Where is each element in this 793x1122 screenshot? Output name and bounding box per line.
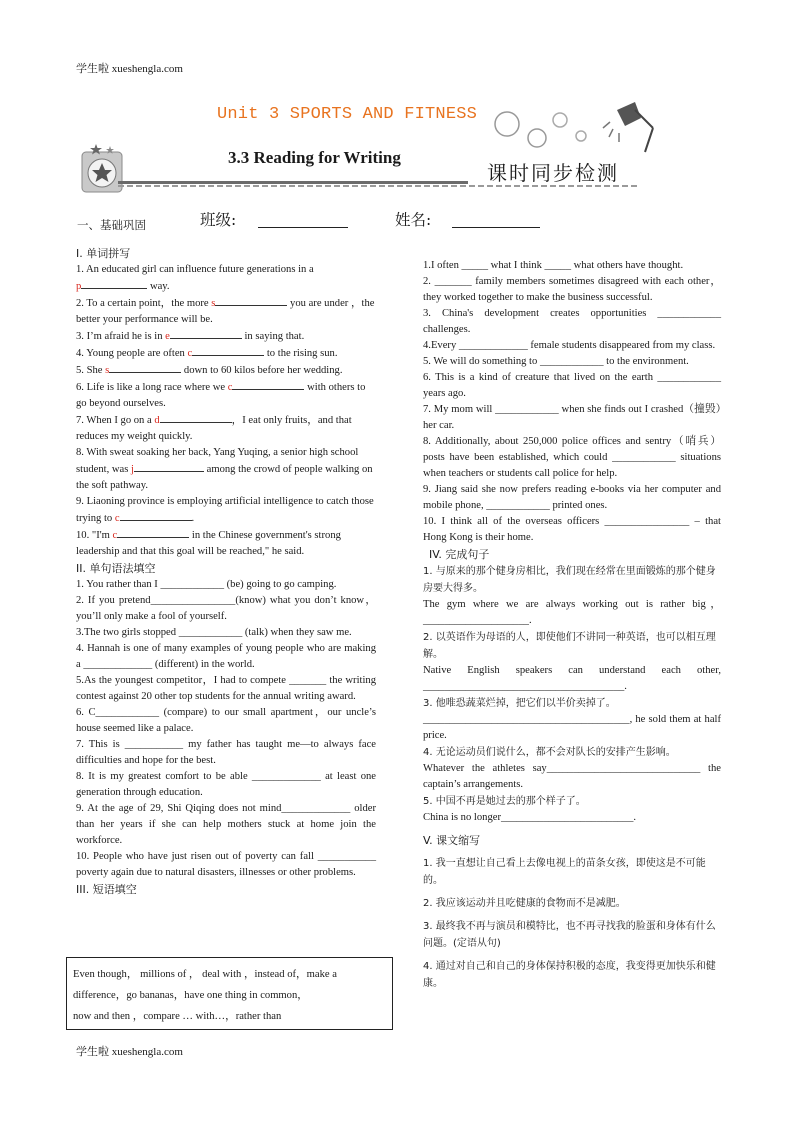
list-item: 2. To a certain point，the more s you are under ，the better your performance will be. xyxy=(76,295,376,328)
list-item: 4. Hannah is one of many examples of young people who are making a _____________ (different) in the world. xyxy=(76,643,376,670)
site-footer: 学生啦 xueshengla.com xyxy=(76,1046,183,1058)
translation-answer: China is no longer_________________________. xyxy=(423,812,637,823)
list-item: 10. People who have just risen out of poverty can fall ___________ poverty again due to natural disasters, illnesses or other problems. xyxy=(76,851,376,878)
part2-title: II. 单句语法填空 xyxy=(76,562,156,575)
list-item: 3.The two girls stopped ____________ (talk) when they saw me. xyxy=(76,627,352,638)
section-basics-title: 一、基础巩固 xyxy=(77,218,146,232)
class-blank[interactable] xyxy=(258,227,348,228)
list-item: 9. Liaoning province is employing artificial intelligence to catch those trying to c . xyxy=(76,496,374,524)
translation-prompt: 3. 他唯恐蔬菜烂掉，把它们以半价卖掉了。 xyxy=(423,698,616,709)
part5-title: V. 课文缩写 xyxy=(423,834,481,847)
translation-prompt: 4. 无论运动员们说什么，都不会对队长的安排产生影响。 xyxy=(423,747,676,758)
list-item: 4.Every _____________ female students disappeared from my class. xyxy=(423,340,716,351)
list-item: 6. C____________ (compare) to our small apartment，our uncle’s house seemed like a palace. xyxy=(76,707,376,734)
list-item: 5. She s down to 60 kilos before her wedding. xyxy=(76,362,376,379)
list-item: 10. "I'm c in the Chinese government's strong leadership and that this goal will be reached," he said. xyxy=(76,527,376,560)
summary-item: 2. 我应该运动并且吃健康的食物而不是减肥。 xyxy=(423,898,626,909)
list-item: 8. Additionally, about 250,000 police offices and sentry（哨兵）posts have been established, which could ____________ situations when teachers or students call police for help. xyxy=(423,436,721,479)
translation-answer: Whatever the athletes say_____________________________ the captain’s arrangements. xyxy=(423,763,721,790)
translation-answer: The gym where we are always working out is rather big，____________________. xyxy=(423,599,721,626)
list-item: 8. With sweat soaking her back, Yang Yuqing, a senior high school student, was j among the crowd of people walking on the soft pathway. xyxy=(76,447,373,491)
list-item: 5.As the youngest competitor，I had to compete _______ the writing contest against 20 other top students for the annual writing award. xyxy=(76,675,376,702)
list-item: 1. You rather than I ____________ (be) going to go camping. xyxy=(76,579,337,590)
translation-answer: _______________________________________, he sold them at half price. xyxy=(423,714,721,741)
header-divider xyxy=(118,181,468,184)
part1-title: I. 单词拼写 xyxy=(76,247,131,260)
part4-title: IV. 完成句子 xyxy=(429,548,490,561)
lamp-decoration-icon xyxy=(485,96,665,156)
list-item: 7. My mom will ____________ when she finds out I crashed（撞毁）her car. xyxy=(423,404,721,431)
list-item: 3. I’m afraid he is in e in saying that. xyxy=(76,328,376,345)
name-label: 姓名: xyxy=(395,211,432,229)
summary-item: 4. 通过对自己和自己的身体保持积极的态度，我变得更加快乐和健康。 xyxy=(423,961,716,989)
translation-prompt: 1. 与原来的那个健身房相比，我们现在经常在里面锻炼的那个健身房要大得多。 xyxy=(423,566,716,594)
list-item: 10. I think all of the overseas officers ________________ – that Hong Kong is their home. xyxy=(423,516,721,543)
right-column xyxy=(423,258,721,992)
list-item: 2. _______ family members sometimes disagreed with each other，they worked together to make the business successful. xyxy=(423,276,721,303)
list-item: 1. An educated girl can influence future generations in a p way. xyxy=(76,264,314,292)
summary-item: 3. 最终我不再与演员和模特比，也不再寻找我的脸蛋和身体有什么问题。(定语从句) xyxy=(423,921,716,949)
list-item: 6. This is a kind of creature that lived on the earth ____________ years ago. xyxy=(423,372,721,399)
part3-title: III. 短语填空 xyxy=(76,883,137,896)
lesson-title: 3.3 Reading for Writing xyxy=(228,148,401,167)
class-label: 班级: xyxy=(200,211,237,229)
sync-test-title: 课时同步检测 xyxy=(487,161,619,185)
list-item: 4. Young people are often c to the rising sun. xyxy=(76,345,376,362)
translation-prompt: 2. 以英语作为母语的人，即使他们不讲同一种英语，也可以相互理解。 xyxy=(423,632,716,660)
name-blank[interactable] xyxy=(452,227,540,228)
list-item: 9. At the age of 29, Shi Qiqing does not mind_____________ older than her years if she can help mothers stuck at home join the workforce. xyxy=(76,803,376,846)
list-item: 7. When I go on a d ，I eat only fruits，and that reduces my weight quickly. xyxy=(76,412,376,445)
list-item: 7. This is ___________ my father has taught me—to always face difficulties and hope for the best. xyxy=(76,739,376,766)
unit-title: Unit 3 SPORTS AND FITNESS xyxy=(217,105,478,124)
star-badge-icon xyxy=(78,140,128,196)
site-header: 学生啦 xueshengla.com xyxy=(76,63,183,75)
phrase-line: now and then ，compare … with…，rather than xyxy=(73,1011,282,1022)
translation-answer: Native English speakers can understand each other, ______________________________________. xyxy=(423,665,721,692)
translation-prompt: 5. 中国不再是她过去的那个样子了。 xyxy=(423,796,586,807)
list-item: 8. It is my greatest comfort to be able _____________ at least one generation through education. xyxy=(76,771,376,798)
left-column xyxy=(76,245,376,898)
list-item: 6. Life is like a long race where we c with others to go beyond ourselves. xyxy=(76,379,376,412)
phrase-box xyxy=(66,957,393,1030)
list-item: 5. We will do something to ____________ to the environment. xyxy=(423,356,689,367)
summary-item: 1. 我一直想让自己看上去像电视上的苗条女孩，即使这是不可能的。 xyxy=(423,858,706,886)
list-item: 3. China's development creates opportunities ____________ challenges. xyxy=(423,308,721,335)
phrase-line: difference，go bananas，have one thing in common， xyxy=(73,990,308,1001)
phrase-line: Even though， millions of ， deal with ，instead of，make a xyxy=(73,969,337,980)
list-item: 1.I often _____ what I think _____ what others have thought. xyxy=(423,260,684,271)
list-item: 2. If you pretend________________(know) what you don’t know，you’ll only make a fool of yourself. xyxy=(76,595,376,622)
list-item: 9. Jiang said she now prefers reading e-books via her computer and mobile phone, ____________ printed ones. xyxy=(423,484,721,511)
